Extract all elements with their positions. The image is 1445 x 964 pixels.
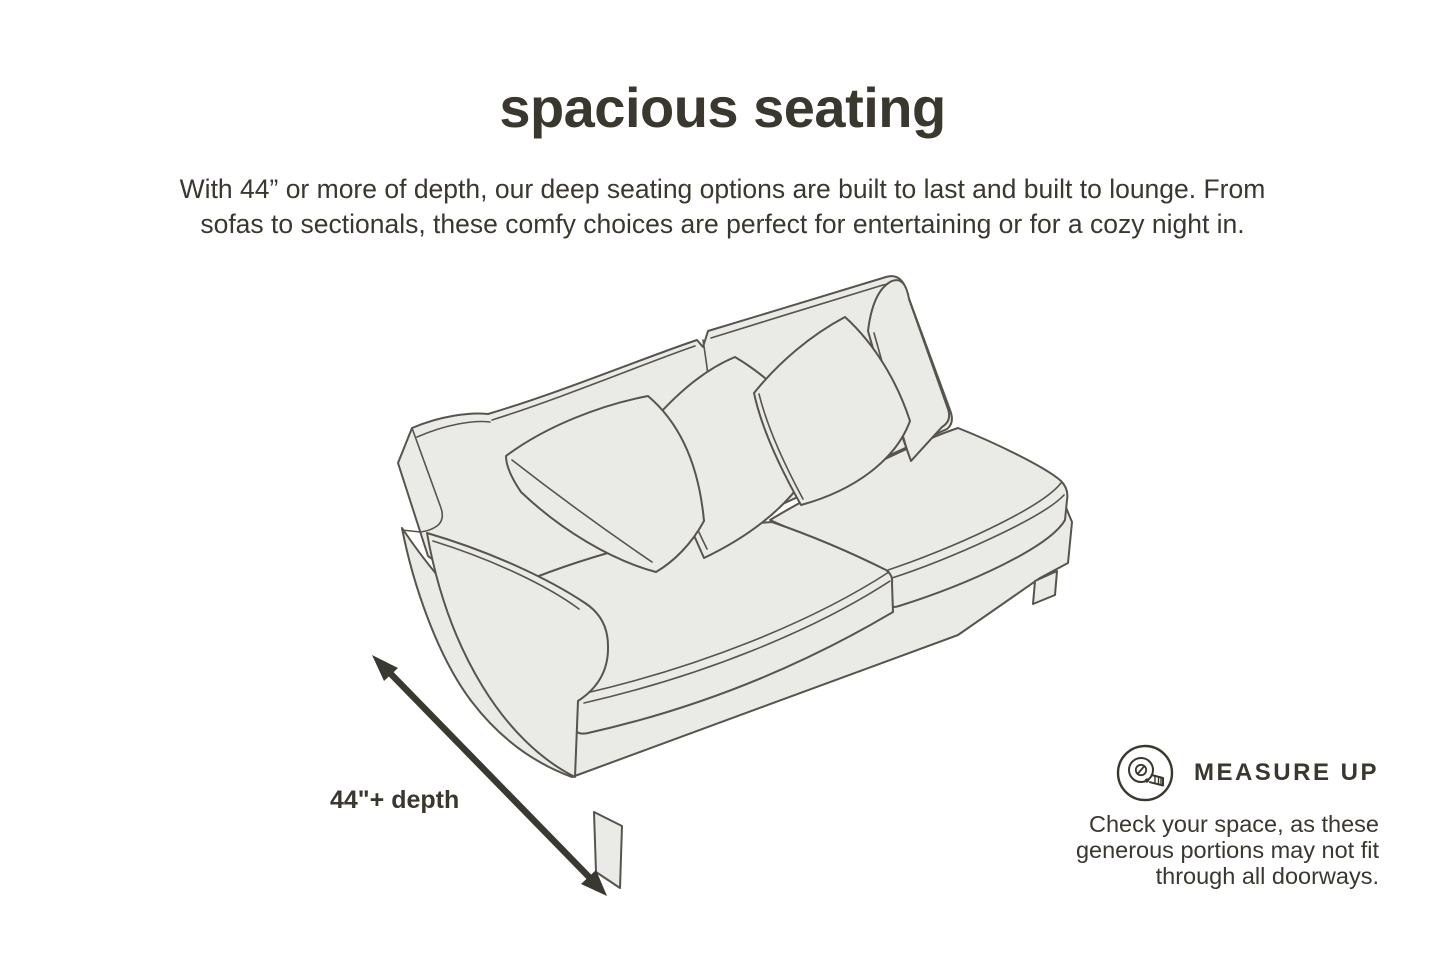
sofa-line-drawing [360, 250, 1120, 940]
measure-up-heading: MEASURE UP [1193, 759, 1379, 786]
intro-line-1: With 44” or more of depth, our deep seating options are built to last and built to lounge. From [179, 174, 1266, 204]
measure-up-note-line-2: generous portions may not fit [1075, 837, 1379, 863]
measure-up-note [1039, 811, 1379, 889]
tape-measure-icon [1114, 742, 1176, 804]
intro-line-2: sofas to sectionals, these comfy choices are perfect for entertaining or for a cozy night in. [200, 209, 1245, 239]
depth-dimension-label: 44"+ depth [330, 786, 460, 814]
sofa-illustration [360, 250, 1120, 940]
measure-up-header [1039, 742, 1379, 804]
intro-paragraph [113, 172, 1333, 242]
measure-up-section [1039, 742, 1379, 889]
measure-up-note-line-3: through all doorways. [1155, 863, 1379, 889]
page-title: spacious seating [499, 76, 946, 139]
measure-up-note-line-1: Check your space, as these [1089, 811, 1379, 837]
